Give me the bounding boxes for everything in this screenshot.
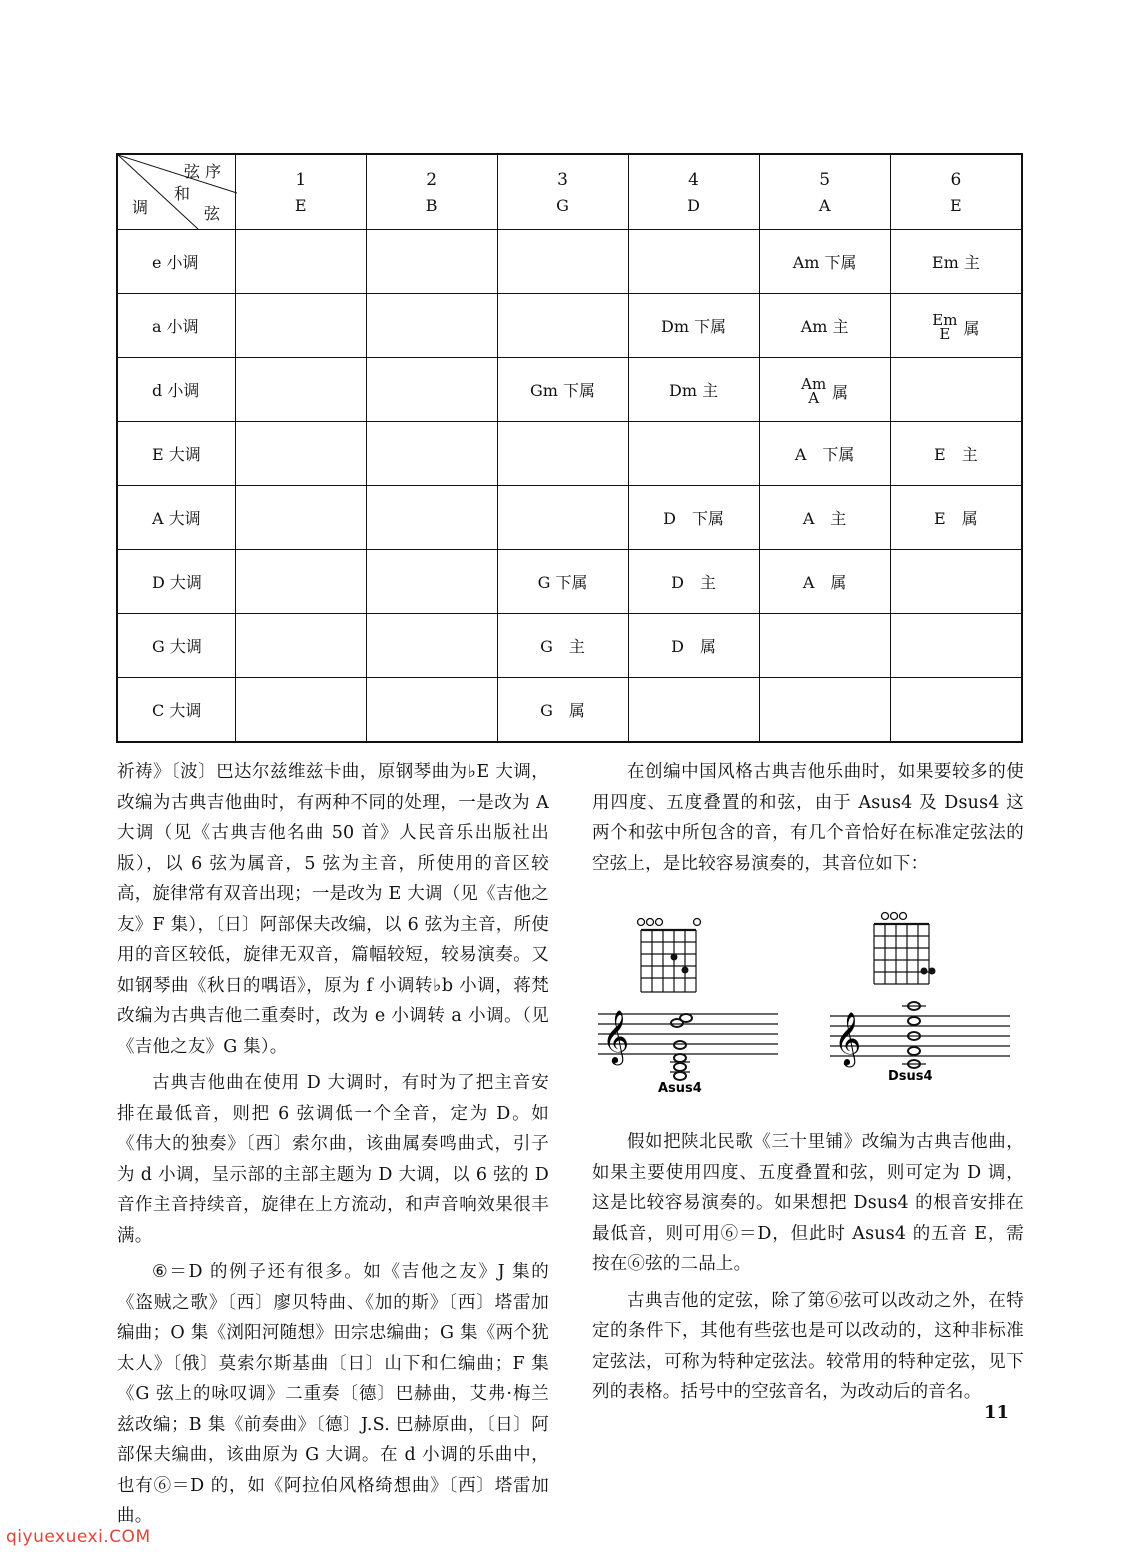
cell bbox=[235, 486, 366, 550]
cell bbox=[366, 486, 497, 550]
cell bbox=[235, 614, 366, 678]
cell: Am 主 bbox=[759, 294, 890, 358]
left-paragraph-2: 古典吉他曲在使用 D 大调时，有时为了把主音安排在最低音，则把 6 弦调低一个全音，定为 D。如《伟大的独奏》〔西〕索尔曲，该曲属奏鸣曲式，引子为 d 小调，呈示部的主部主题为 D 大调，以 6 弦的 D 音作主音持续音，旋律在上方流动，和声音响效果很丰满。 bbox=[117, 1073, 549, 1246]
header-string-6: 6 E bbox=[890, 154, 1022, 230]
header-string-1: 1 E bbox=[235, 154, 366, 230]
header-string-4: 4 D bbox=[628, 154, 759, 230]
asus4-label: Asus4 bbox=[658, 1081, 702, 1094]
cell: D 属 bbox=[628, 614, 759, 678]
corner-label-and: 和 bbox=[174, 184, 191, 203]
cell bbox=[235, 230, 366, 294]
cell bbox=[366, 614, 497, 678]
row-key: e 小调 bbox=[117, 230, 235, 294]
table-row bbox=[117, 678, 1022, 743]
table-corner-cell bbox=[117, 154, 235, 230]
header-string-3: 3 G bbox=[497, 154, 628, 230]
cell bbox=[628, 230, 759, 294]
cell bbox=[759, 678, 890, 743]
cell bbox=[628, 422, 759, 486]
cell: D 主 bbox=[628, 550, 759, 614]
row-key: C 大调 bbox=[117, 678, 235, 743]
cell bbox=[497, 486, 628, 550]
cell bbox=[366, 422, 497, 486]
table-row bbox=[117, 422, 1022, 486]
cell bbox=[628, 678, 759, 743]
left-paragraph-1: 祈祷》〔波〕巴达尔兹维兹卡曲，原钢琴曲为♭E 大调，改编为古典吉他曲时，有两种不同的处理，一是改为 A 大调（见《古典吉他名曲 50 首》人民音乐出版社出版），以 6 弦为属音，5 弦为主音，所使用的音区较高，旋律常有双音出现；一是改为 E 大调（见《吉他之友》F 集），〔日〕阿部保夫改编，以 6 弦为主音，所使用的音区较低，旋律无双音，篇幅较短，较易演奏。又如钢琴曲《秋日的喁语》，原为 f 小调转♭b 小调，蒋梵改编为古典吉他二重奏时，改为 e 小调转 a 小调。（见《吉他之友》G 集）。 bbox=[117, 762, 549, 1057]
table-row bbox=[117, 614, 1022, 678]
cell-stacked: Am A 属 bbox=[759, 358, 890, 422]
cell bbox=[890, 550, 1022, 614]
cell bbox=[366, 294, 497, 358]
cell: G 主 bbox=[497, 614, 628, 678]
cell bbox=[890, 358, 1022, 422]
cell: A 属 bbox=[759, 550, 890, 614]
cell: Am 下属 bbox=[759, 230, 890, 294]
cell bbox=[235, 294, 366, 358]
cell bbox=[235, 358, 366, 422]
left-text-column bbox=[117, 757, 549, 1532]
table-row bbox=[117, 294, 1022, 358]
cell: G 属 bbox=[497, 678, 628, 743]
row-key: A 大调 bbox=[117, 486, 235, 550]
cell bbox=[497, 230, 628, 294]
cell: E 主 bbox=[890, 422, 1022, 486]
corner-label-string-order: 弦 序 bbox=[184, 162, 222, 181]
cell: Gm 下属 bbox=[497, 358, 628, 422]
cell: Dm 主 bbox=[628, 358, 759, 422]
cell bbox=[890, 614, 1022, 678]
cell-stacked: Em E 属 bbox=[890, 294, 1022, 358]
table-row bbox=[117, 486, 1022, 550]
corner-label-chord: 弦 bbox=[204, 204, 221, 223]
svg-text:𝄞: 𝄞 bbox=[602, 1009, 630, 1063]
right-text-column-bottom bbox=[592, 1127, 1024, 1408]
header-string-2: 2 B bbox=[366, 154, 497, 230]
page-number: 11 bbox=[984, 1402, 1010, 1423]
cell: Dm 下属 bbox=[628, 294, 759, 358]
asus4-chord-figure bbox=[598, 912, 788, 1094]
right-text-column-top bbox=[592, 757, 1024, 879]
cell: A 主 bbox=[759, 486, 890, 550]
cell bbox=[366, 358, 497, 422]
dsus4-chord-figure bbox=[830, 908, 1020, 1090]
cell bbox=[759, 614, 890, 678]
row-key: G 大调 bbox=[117, 614, 235, 678]
cell: G 下属 bbox=[497, 550, 628, 614]
cell bbox=[366, 678, 497, 743]
table-row bbox=[117, 358, 1022, 422]
svg-text:𝄞: 𝄞 bbox=[834, 1011, 862, 1065]
cell bbox=[366, 230, 497, 294]
row-key: a 小调 bbox=[117, 294, 235, 358]
left-paragraph-3: ⑥＝D 的例子还有很多。如《吉他之友》J 集的《盗贼之歌》〔西〕廖贝特曲、《加的斯》〔西〕塔雷加编曲；O 集《浏阳河随想》田宗忠编曲；G 集《两个犹太人》〔俄〕莫索尔斯基曲〔日〕山下和仁编曲；F 集《G 弦上的咏叹调》二重奏〔德〕巴赫曲，艾弗·梅兰兹改编；B 集《前奏曲》〔德〕J.S. 巴赫原曲，〔日〕阿部保夫编曲，该曲原为 G 大调。在 d 小调的乐曲中，也有⑥＝D 的，如《阿拉伯风格绮想曲》〔西〕塔雷加曲。 bbox=[117, 1262, 549, 1526]
row-key: E 大调 bbox=[117, 422, 235, 486]
corner-label-key: 调 bbox=[132, 198, 149, 217]
table-row bbox=[117, 550, 1022, 614]
row-key: d 小调 bbox=[117, 358, 235, 422]
cell bbox=[890, 678, 1022, 743]
dsus4-label: Dsus4 bbox=[888, 1069, 933, 1084]
cell: A 下属 bbox=[759, 422, 890, 486]
right-paragraph-2: 假如把陕北民歌《三十里铺》改编为古典吉他曲，如果主要使用四度、五度叠置和弦，则可定为 D 调，这是比较容易演奏的。如果想把 Dsus4 的根音安排在最低音，则可用⑥＝D，但此时 Asus4 的五音 E，需按在⑥弦的二品上。 bbox=[592, 1132, 1024, 1274]
cell bbox=[497, 422, 628, 486]
cell: Em 主 bbox=[890, 230, 1022, 294]
cell bbox=[235, 550, 366, 614]
header-string-5: 5 A bbox=[759, 154, 890, 230]
cell bbox=[366, 550, 497, 614]
cell bbox=[235, 422, 366, 486]
table-row bbox=[117, 230, 1022, 294]
cell bbox=[497, 294, 628, 358]
cell: D 下属 bbox=[628, 486, 759, 550]
right-paragraph-1: 在创编中国风格古典吉他乐曲时，如果要较多的使用四度、五度叠置的和弦，由于 Asus4 及 Dsus4 这两个和弦中所包含的音，有几个音恰好在标准定弦法的空弦上，是比较容易演奏的，其音位如下： bbox=[592, 762, 1024, 874]
cell bbox=[235, 678, 366, 743]
right-paragraph-3: 古典吉他的定弦，除了第⑥弦可以改动之外，在特定的条件下，其他有些弦也是可以改动的，这种非标准定弦法，可称为特种定弦法。较常用的特种定弦，见下列的表格。括号中的空弦音名，为改动后的音名。 bbox=[592, 1290, 1024, 1402]
row-key: D 大调 bbox=[117, 550, 235, 614]
cell: E 属 bbox=[890, 486, 1022, 550]
key-chord-table bbox=[116, 153, 1023, 743]
watermark: qiyuexuexi.COM bbox=[6, 1527, 151, 1547]
table-header-row bbox=[117, 154, 1022, 230]
